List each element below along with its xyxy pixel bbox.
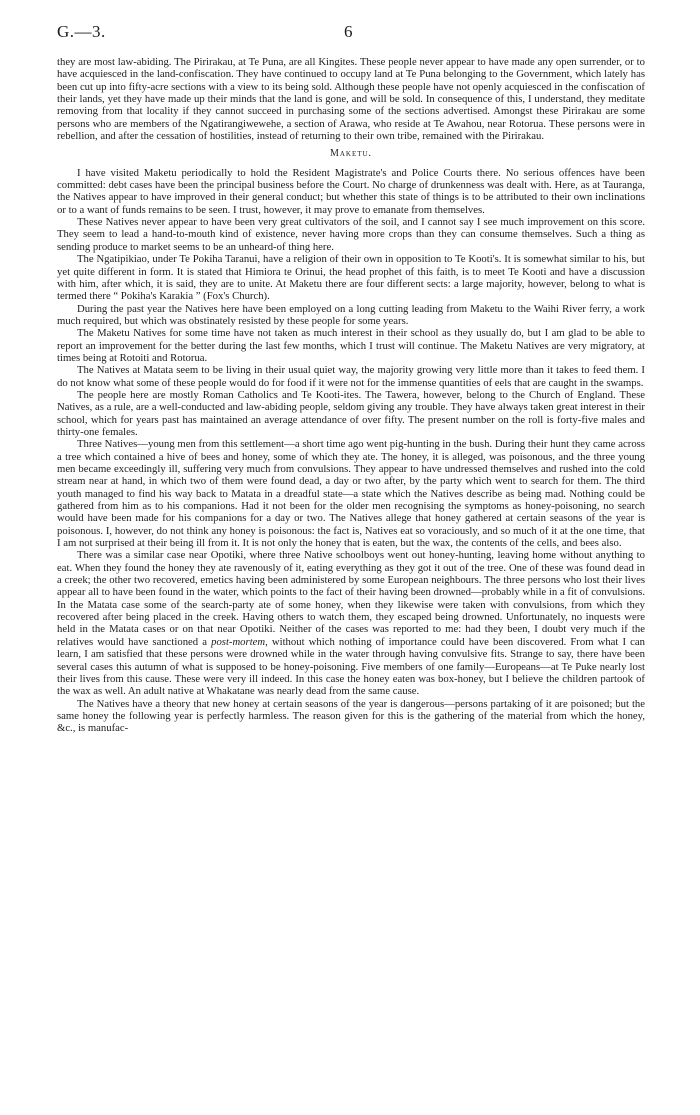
paragraph: I have visited Maketu periodically to hold the Resident Magistrate's and Police Courts there. No serious offences have been committed: debt cases have been the principal business before the Court. No charge of drunkenness was dealt with. Here, as at Tauranga, the Natives appear to have improved in their general conduct; but whether this state of things is to be attributed to their own inclinations or to a want of funds remains to be seen. I trust, however, it may prove to emanate from themselves.: [57, 166, 645, 216]
section-heading: Maketu.: [329, 148, 373, 160]
page-header: [57, 22, 645, 56]
paragraph: The people here are mostly Roman Catholics and Te Kooti-ites. The Tawera, however, belong to the Church of England. These Natives, as a rule, are a well-conducted and law-abiding people, seldom giving any trouble. They have always taken great interest in their school, which for years past has maintained an average attendance of over fifty. The present number on the roll is forty-five males and thirty-one females.: [57, 388, 645, 438]
document-page: [57, 22, 645, 735]
paragraph: These Natives never appear to have been very great cultivators of the soil, and I cannot say I see much improvement on this score. They seem to lead a hand-to-mouth kind of existence, never having more crops than they can consume themselves. Such a thing as sending produce to market seems to be an unheard-of thing here.: [57, 216, 645, 253]
paragraph: Three Natives—young men from this settlement—a short time ago went pig-hunting in the bush. During their hunt they came across a tree which contained a hive of bees and honey, some of which they ate. The honey, it is alleged, was poisonous, and the three young men became exceedingly ill, suffering very much from convulsions. They appear to have undressed themselves and rushed into the cold stream near at hand, in which two of them were found dead, a day or two after, by the party which went to search for them. The third youth managed to find his way back to Matata in a dreadful state—a state which the Natives describe as being mad. Nothing could be gathered from him as to his companions. Had it not been for the older men recognising the symptoms as honey-poisoning, no search would have been made for his companions for a day or two. The Natives allege that honey gathered at certain seasons of the year is poisonous. I, however, do not think any honey is poisonous: the fact is, Natives eat so voraciously, and so much of it at the one time, that I am not surprised at their being ill from it. It is not only the honey that is eaten, but the wax, the contents of the cells, and bees also.: [57, 438, 645, 550]
paragraph-opotiki: There was a similar case near Opotiki, where three Native schoolboys went out honey-hunting, leaving home without anything to eat. When they found the honey they ate ravenously of it, eating everything as they got it out of the tree. One of these was found dead in a creek; the other two recovered, emetics having been administered by some European neighbours. The three persons who lost their lives appear all to have been found in the water, which points to the fact of their having been drowned—probably while in a fit of convulsions. In the Matata case some of the search-party ate of some honey, when they likewise were taken with convulsions, from which they recovered after being placed in the creek. Having others to watch them, they escaped being drowned. Unfortunately, no inquests were held in the Matata cases or on that near Opotiki. Neither of the cases was reported to me: had they been, I doubt very much if the relatives would have sanctioned a post-mortem, without which nothing of importance could have been discovered. From what I can learn, I am satisfied that these persons were drowned while in the water through having convulsive fits. Strange to say, there have been several cases this autumn of what is supposed to be honey-poisoning. Five members of one family—Europeans—at Te Puke nearly lost their lives from this cause. These were very ill indeed. In this case the honey eaten was box-honey, but I believe the children partook of the wax as well. An adult native at Whakatane was nearly dead from the same cause.: [57, 549, 646, 698]
paragraph: The Maketu Natives for some time have not taken as much interest in their school as they usually do, but I am glad to be able to report an improvement for the better during the last few months, which I trust will continue. The Maketu Natives are very migratory, at times being at Rotoiti and Rotorua.: [57, 327, 645, 364]
italic-term: post-mortem: [211, 635, 266, 648]
document-body: [57, 56, 645, 735]
paragraph: The Natives at Matata seem to be living in their usual quiet way, the majority growing very little more than it takes to feed them. I do not know what some of these people would do for food if it were not for the immense quantities of eels that are caught in the swamps.: [57, 364, 645, 389]
paragraph: The Natives have a theory that new honey at certain seasons of the year is dangerous—persons partaking of it are poisoned; but the same honey the following year is perfectly harmless. The reason given for this is the gathering of the material from which the honey, &c., is manufac-: [57, 697, 645, 735]
paragraph: they are most law-abiding. The Pirirakau, at Te Puna, are all Kingites. These people never appear to have made any open surrender, or to have acquiesced in the land-confiscation. They have continued to occupy land at Te Puna belonging to the Government, which lately has been cut up into fifty-acre sections with a view to its being sold. Although these people have not openly acquiesced in the confiscation of their lands, yet they have made up their minds that the land is gone, and will be sold. In consequence of this, I understand, they meditate removing from that locality if they cannot succeed in purchasing some of the sections advertised. Amongst these Pirirakau are some persons who are members of the Ngatirangiwewehe, a section of Arawa, who reside at Te Awahou, near Rotorua. These persons were in rebellion, and after the cessation of hostilities, instead of returning to their own tribe, remained with the Pirirakau.: [57, 56, 645, 143]
document-reference: G.—3.: [57, 22, 106, 41]
paragraph: The Ngatipikiao, under Te Pokiha Taranui, have a religion of their own in opposition to Te Kooti's. It is somewhat similar to his, but yet quite different in form. It is stated that Himiora te Orinui, the head prophet of this faith, is to meet Te Kooti and have a discussion with him, after which, it is said, they are to unite. At Maketu there are four different sects: a large majority, however, belong to what is termed there “ Pokiha's Karakia ” (Fox's Church).: [57, 253, 645, 303]
paragraph: During the past year the Natives here have been employed on a long cutting leading from Maketu to the Waihi River ferry, a work much required, but which was obstinately resisted by these people for some years.: [57, 302, 645, 327]
page-number: 6: [344, 22, 353, 41]
